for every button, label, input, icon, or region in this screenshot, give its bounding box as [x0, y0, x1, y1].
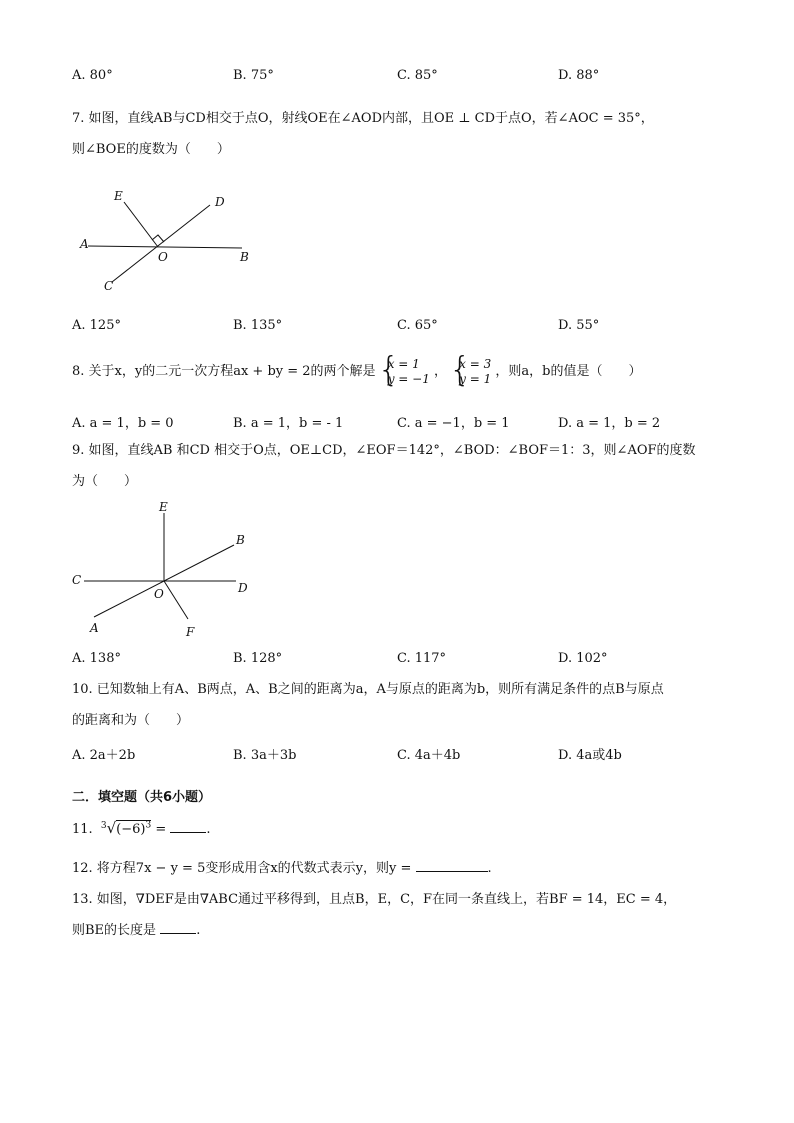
q9-label-f: F: [186, 625, 195, 639]
section-heading: 二．填空题（共6小题）: [72, 790, 212, 805]
q12-text: 12. 将方程7x − y = 5变形成用含x的代数式表示y，则y =: [72, 861, 412, 876]
q9-figure: [66, 497, 266, 645]
q11-equals: =: [155, 822, 167, 837]
q10-line1: 10. 已知数轴上有A、B两点，A、B之间的距离为a，A与原点的距离为b，则所有满足条件的点B与原点: [72, 682, 664, 697]
q8-sys1-eq2: y = −1: [387, 371, 430, 386]
q13-line2: 则BE的长度是 .: [72, 915, 732, 946]
q7-stem: [72, 103, 732, 165]
q7-option-c[interactable]: C. 65°: [397, 318, 438, 333]
q9-option-c[interactable]: C. 117°: [397, 651, 447, 666]
q9-label-e: E: [159, 500, 168, 514]
q10-option-a[interactable]: A. 2a＋2b: [72, 748, 136, 763]
q7-line-cd: [112, 205, 210, 282]
q6-option-b[interactable]: B. 75°: [233, 68, 274, 83]
q7-label-c: C: [104, 279, 114, 293]
q13-end: .: [196, 923, 201, 938]
q12-end: .: [487, 861, 492, 876]
q7-label-d: D: [215, 195, 225, 209]
q13-line1: 13. 如图，∇DEF是由∇ABC通过平移得到，且点B，E，C，F在同一条直线上，若BF = 14，EC = 4，: [72, 892, 677, 907]
q7-label-a: A: [80, 237, 89, 251]
q12-answer-blank[interactable]: [416, 857, 488, 872]
q8-option-c[interactable]: C. a = −1，b = 1: [397, 416, 510, 431]
q8-sys2-eq2: y = 1: [459, 371, 492, 386]
q7-line2: 则∠BOE的度数为（ ）: [72, 142, 230, 157]
q8-sys1-eq1: { x = 1: [387, 356, 420, 371]
q7-option-d[interactable]: D. 55°: [558, 318, 600, 333]
q12: [72, 857, 492, 876]
q7-line-ab: [88, 246, 242, 248]
q11-radicand: (−6): [116, 822, 146, 837]
q7-figure: [72, 182, 272, 300]
q8-system-1: [380, 357, 430, 387]
q11-answer-blank[interactable]: [170, 818, 206, 833]
q6-option-c[interactable]: C. 85°: [397, 68, 438, 83]
q7-line1: 7. 如图，直线AB与CD相交于点O，射线OE在∠AOD内部，且OE ⊥ CD于点O，若∠AOC = 35°，: [72, 111, 654, 126]
q7-ray-oe: [124, 202, 158, 247]
q9-ray-of: [164, 581, 188, 619]
q8-system-2: [451, 357, 491, 387]
q6-option-d[interactable]: D. 88°: [558, 68, 600, 83]
q8-prefix: 8. 关于x，y的二元一次方程ax + by = 2的两个解是: [72, 364, 376, 379]
q7-label-b: B: [240, 250, 249, 264]
q8-sys2-eq1: { x = 3: [459, 356, 492, 371]
q7-option-b[interactable]: B. 135°: [233, 318, 283, 333]
q9-label-b: B: [236, 533, 245, 547]
q7-label-e: E: [114, 189, 123, 203]
q8-option-d[interactable]: D. a = 1，b = 2: [558, 416, 661, 431]
q7-option-a[interactable]: A. 125°: [72, 318, 121, 333]
q13-answer-blank[interactable]: [160, 919, 196, 934]
q9-line1: 9. 如图，直线AB 和CD 相交于O点，OE⊥CD，∠EOF＝142°，∠BOD：∠BOF＝1：3，则∠AOF的度数: [72, 443, 696, 458]
q11-exponent: 3: [145, 820, 152, 831]
q6-option-a[interactable]: A. 80°: [72, 68, 113, 83]
q9-label-o: O: [154, 587, 164, 601]
q11-end: .: [206, 822, 211, 837]
q9-label-d: D: [238, 581, 248, 595]
q10-stem: [72, 674, 732, 736]
q8-option-a[interactable]: A. a = 1，b = 0: [72, 416, 174, 431]
q9-option-a[interactable]: A. 138°: [72, 651, 121, 666]
q9-label-c: C: [72, 573, 82, 587]
q8-suffix: ，则a，b的值是（ ）: [495, 364, 642, 379]
q10-option-b[interactable]: B. 3a＋3b: [233, 748, 297, 763]
q11-prefix: 11.: [72, 822, 93, 837]
q8-option-b[interactable]: B. a = 1，b = - 1: [233, 416, 344, 431]
q10-option-c[interactable]: C. 4a＋4b: [397, 748, 461, 763]
q9-option-b[interactable]: B. 128°: [233, 651, 283, 666]
q7-label-o: O: [158, 250, 168, 264]
q11: 11. $^3√(-6)^3$ = .: [72, 819, 211, 837]
q9-line2: 为（ ）: [72, 474, 138, 489]
q13-stem: [72, 884, 732, 946]
q10-line2: 的距离和为（ ）: [72, 713, 190, 728]
q10-option-d[interactable]: D. 4a或4b: [558, 748, 622, 763]
q8-stem: 8. 关于x，y的二元一次方程ax + by = 2的两个解是 { x = 1 y = −1 ， { x = 3 y = 1 ，则a，b的值是（ ）: [72, 352, 641, 392]
q11-root-index: 3: [100, 820, 107, 831]
q9-label-a: A: [90, 621, 99, 635]
q9-option-d[interactable]: D. 102°: [558, 651, 608, 666]
q9-stem: [72, 435, 732, 497]
